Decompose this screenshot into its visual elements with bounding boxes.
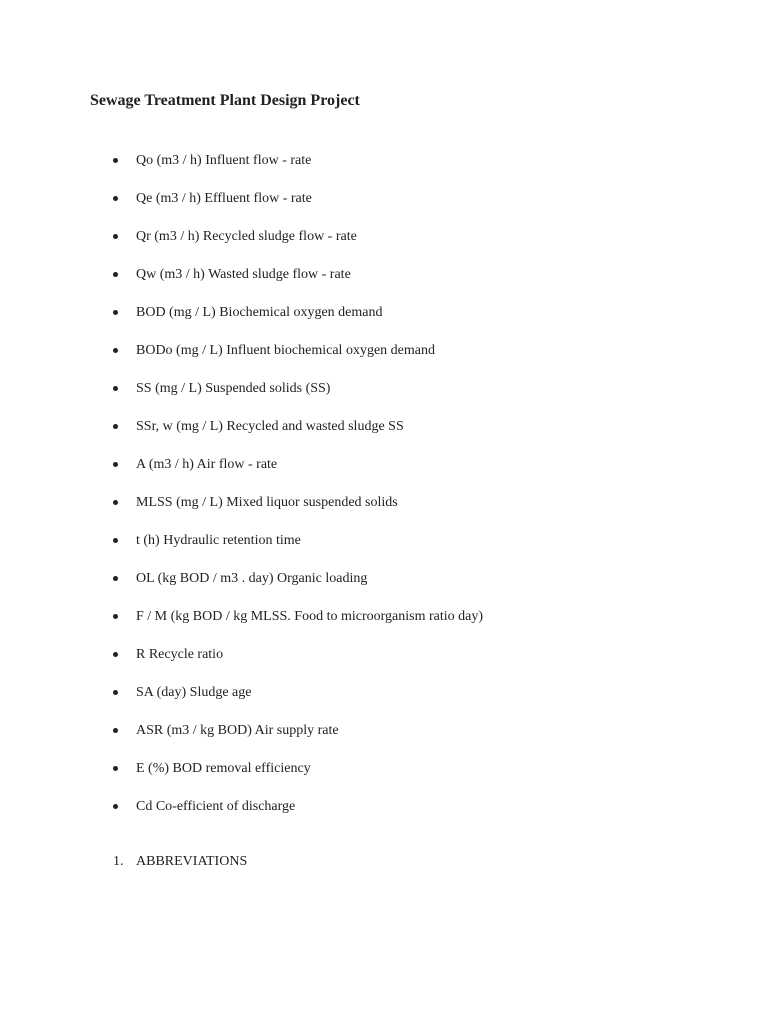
- document-title: Sewage Treatment Plant Design Project: [90, 92, 360, 109]
- list-item-text: A (m3 / h) Air flow - rate: [136, 457, 278, 472]
- list-item-text: Qo (m3 / h) Influent flow - rate: [136, 153, 312, 168]
- numbered-list-item: [0, 852, 768, 874]
- bullet-icon: [113, 348, 118, 353]
- bullet-icon: [113, 576, 118, 581]
- numbered-list: [0, 852, 768, 874]
- bullet-icon: [113, 424, 118, 429]
- bullet-icon: [113, 234, 118, 239]
- list-item-text: F / M (kg BOD / kg MLSS. Food to microorganism ratio day): [136, 609, 484, 624]
- list-item-text: R Recycle ratio: [136, 647, 224, 662]
- abbreviation-bullet-list: [0, 151, 768, 835]
- list-item: [0, 721, 768, 759]
- list-item-text: SS (mg / L) Suspended solids (SS): [136, 381, 331, 396]
- list-item: [0, 683, 768, 721]
- list-item: [0, 797, 768, 835]
- bullet-icon: [113, 196, 118, 201]
- list-item: [0, 379, 768, 417]
- bullet-icon: [113, 158, 118, 163]
- list-item: [0, 265, 768, 303]
- bullet-icon: [113, 690, 118, 695]
- list-item-text: t (h) Hydraulic retention time: [136, 533, 301, 548]
- list-item-text: MLSS (mg / L) Mixed liquor suspended solids: [136, 495, 398, 510]
- bullet-icon: [113, 652, 118, 657]
- section-heading-abbreviations: ABBREVIATIONS: [136, 854, 248, 869]
- list-item-text: SSr, w (mg / L) Recycled and wasted sludge SS: [136, 419, 404, 434]
- bullet-icon: [113, 728, 118, 733]
- bullet-icon: [113, 766, 118, 771]
- list-item: [0, 303, 768, 341]
- list-item-text: ASR (m3 / kg BOD) Air supply rate: [136, 723, 339, 738]
- list-number: 1.: [113, 854, 124, 869]
- bullet-icon: [113, 614, 118, 619]
- bullet-icon: [113, 804, 118, 809]
- list-item: [0, 341, 768, 379]
- list-item-text: BOD (mg / L) Biochemical oxygen demand: [136, 305, 383, 320]
- list-item-text: Qw (m3 / h) Wasted sludge flow - rate: [136, 267, 351, 282]
- list-item-text: SA (day) Sludge age: [136, 685, 252, 700]
- bullet-icon: [113, 462, 118, 467]
- list-item-text: OL (kg BOD / m3 . day) Organic loading: [136, 571, 368, 586]
- list-item: [0, 189, 768, 227]
- list-item: [0, 151, 768, 189]
- list-item: [0, 759, 768, 797]
- bullet-icon: [113, 500, 118, 505]
- list-item: [0, 645, 768, 683]
- list-item-text: Qe (m3 / h) Effluent flow - rate: [136, 191, 312, 206]
- list-item-text: Qr (m3 / h) Recycled sludge flow - rate: [136, 229, 357, 244]
- list-item: [0, 569, 768, 607]
- list-item-text: E (%) BOD removal efficiency: [136, 761, 311, 776]
- bullet-icon: [113, 310, 118, 315]
- bullet-icon: [113, 272, 118, 277]
- bullet-icon: [113, 386, 118, 391]
- list-item-text: Cd Co-efficient of discharge: [136, 799, 296, 814]
- list-item: [0, 227, 768, 265]
- list-item: [0, 493, 768, 531]
- list-item: [0, 531, 768, 569]
- bullet-icon: [113, 538, 118, 543]
- list-item-text: BODo (mg / L) Influent biochemical oxygen demand: [136, 343, 435, 358]
- list-item: [0, 417, 768, 455]
- list-item: [0, 607, 768, 645]
- list-item: [0, 455, 768, 493]
